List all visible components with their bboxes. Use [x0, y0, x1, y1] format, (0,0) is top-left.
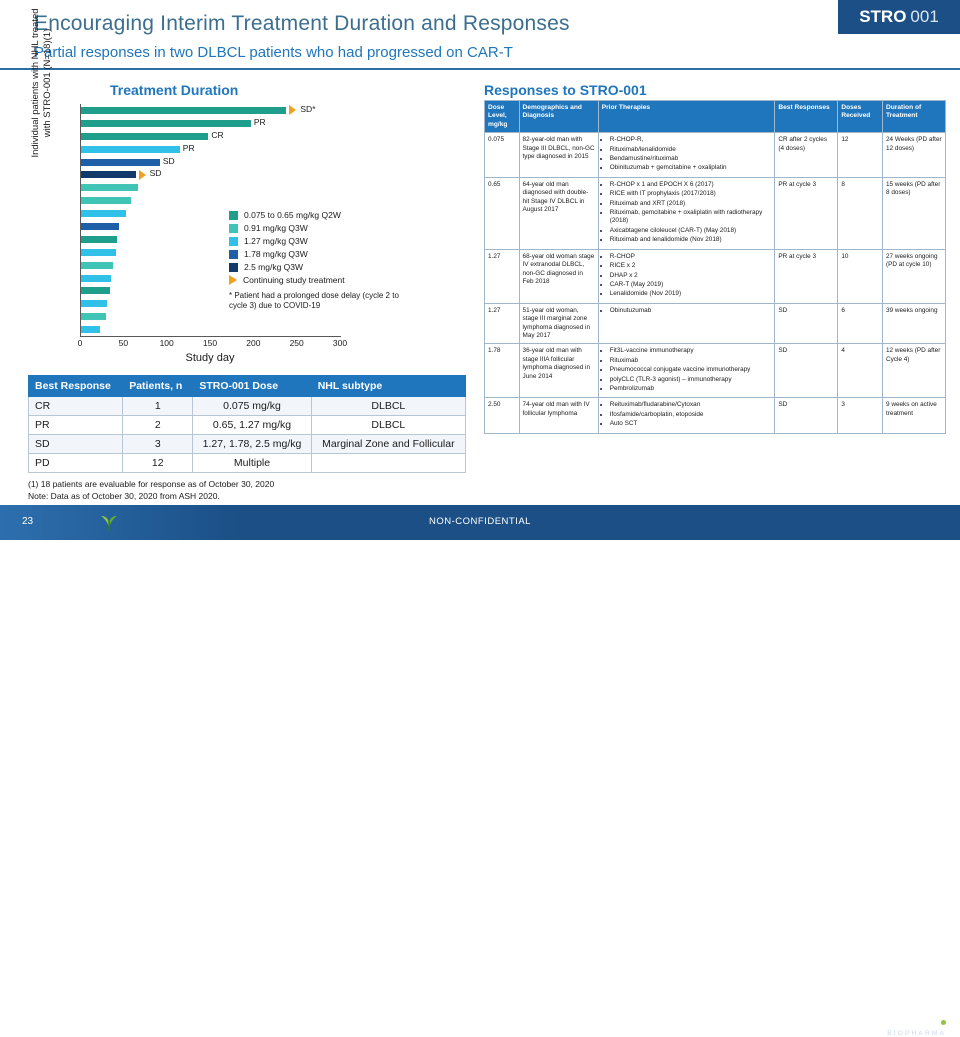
list-item: • Fit3L-vaccine immunotherapy — [610, 347, 772, 355]
table-cell: PR at cycle 3 — [775, 177, 838, 249]
table-row — [485, 398, 946, 433]
table-row — [485, 249, 946, 303]
table-cell-prior-therapies — [598, 303, 775, 344]
product-badge-bold: STRO — [859, 7, 907, 26]
footnote-1: (1) 18 patients are evaluable for response as of October 30, 2020 — [28, 479, 275, 489]
table-column-header: Dose Level, mg/kg — [485, 101, 520, 133]
table-cell: 2.50 — [485, 398, 520, 433]
chart-bar-label: SD — [149, 168, 162, 179]
table-cell: 4 — [838, 344, 883, 398]
chart-x-tick-label: 200 — [246, 338, 261, 348]
chart-bar — [81, 249, 116, 256]
table-cell: 82-year-old man with Stage III DLBCL, non-GC type diagnosed in 2015 — [519, 133, 598, 178]
chart-bar — [81, 133, 208, 140]
table-cell-prior-therapies — [598, 398, 775, 433]
chart-x-tick-label: 150 — [202, 338, 218, 348]
chart-bar — [81, 210, 126, 217]
chart-x-tick-label: 100 — [159, 338, 174, 348]
table-column-header: Demographics and Diagnosis — [519, 101, 598, 133]
chart-bar-label: PR — [182, 142, 195, 153]
table-cell: SD — [775, 303, 838, 344]
table-cell: PR — [29, 416, 123, 435]
table-cell: 0.075 mg/kg — [193, 397, 311, 416]
slide-footer — [0, 505, 960, 1037]
list-item: • CAR-T (May 2019) — [610, 281, 772, 289]
table-cell: 36-year old man with stage IIIA follicular lymphoma diagnosed in June 2014 — [519, 344, 598, 398]
table-cell: 12 — [123, 454, 193, 473]
chart-bar — [81, 197, 131, 204]
list-item: • Obinutuzumab — [610, 307, 772, 315]
legend-item — [229, 210, 419, 220]
table-cell: Multiple — [193, 454, 311, 473]
table-row — [485, 177, 946, 249]
table-cell: Marginal Zone and Follicular — [311, 435, 465, 454]
continuing-treatment-arrow-icon — [289, 105, 296, 115]
legend-swatch — [229, 250, 238, 259]
table-cell: 68-year old woman stage IV extranodal DLBCL, non-GC diagnosed in Feb 2018 — [519, 249, 598, 303]
table-row — [29, 435, 466, 454]
list-item: • Rituximab/lenalidomide — [610, 146, 772, 154]
table-column-header: NHL subtype — [311, 376, 465, 397]
continuing-treatment-arrow-icon — [139, 170, 146, 180]
legend-swatch — [229, 224, 238, 233]
table-cell: 0.65 — [485, 177, 520, 249]
table-cell: PR at cycle 3 — [775, 249, 838, 303]
table-cell: 10 — [838, 249, 883, 303]
table-cell: 3 — [123, 435, 193, 454]
page-title: Encouraging Interim Treatment Duration and Responses — [34, 12, 570, 35]
table-cell: 12 — [838, 133, 883, 178]
chart-note: * Patient had a prolonged dose delay (cycle 2 to cycle 3) due to COVID-19 — [229, 291, 399, 310]
legend-item-label: Continuing study treatment — [243, 275, 345, 285]
table-cell: 27 weeks ongoing (PD at cycle 10) — [883, 249, 946, 303]
responses-table — [484, 100, 946, 434]
table-cell: 39 weeks ongoing — [883, 303, 946, 344]
company-logo-subtext: BIOPHARMA — [887, 1030, 946, 1037]
responses-title: Responses to STRO-001 — [484, 82, 647, 98]
list-item: • Lenalidomide (Nov 2019) — [610, 290, 772, 298]
table-cell: 9 weeks on active treatment — [883, 398, 946, 433]
chart-bar-label: PR — [253, 116, 266, 127]
table-cell: SD — [775, 398, 838, 433]
table-header-row — [485, 101, 946, 133]
leaf-icon — [96, 507, 122, 533]
table-cell-prior-therapies — [598, 133, 775, 178]
table-cell: 8 — [838, 177, 883, 249]
table-cell: 74-year old man with IV follicular lymphoma — [519, 398, 598, 433]
chart-bar — [81, 262, 113, 269]
table-column-header: Duration of Treatment — [883, 101, 946, 133]
legend-swatch — [229, 237, 238, 246]
confidentiality-label: NON-CONFIDENTIAL — [429, 516, 531, 527]
chart-bar — [81, 159, 160, 166]
product-badge-light: 001 — [910, 7, 939, 26]
chart-title: Treatment Duration — [110, 82, 239, 98]
list-item: • Pembrolizumab — [610, 385, 772, 393]
list-item: • Rituximab and XRT (2018) — [610, 200, 772, 208]
continuing-treatment-arrow-icon — [229, 275, 237, 285]
table-row — [29, 454, 466, 473]
chart-x-tick-label: 0 — [77, 338, 83, 348]
table-cell: 1.27 — [485, 249, 520, 303]
chart-bar — [81, 184, 138, 191]
response-summary-table — [28, 375, 466, 473]
legend-item-label: 2.5 mg/kg Q3W — [244, 262, 304, 272]
list-item: • Rituximab — [610, 357, 772, 365]
table-cell: CR — [29, 397, 123, 416]
legend-item-label: 1.27 mg/kg Q3W — [244, 236, 308, 246]
legend-item-continuing — [229, 275, 419, 285]
chart-bar-label: SD — [162, 155, 175, 166]
table-header-row — [29, 376, 466, 397]
chart-bar-label: SD* — [300, 103, 316, 114]
chart-x-axis-label: Study day — [185, 352, 235, 364]
legend-item — [229, 262, 419, 272]
table-row — [29, 416, 466, 435]
chart-bar — [81, 326, 100, 333]
table-row — [29, 397, 466, 416]
page-number: 23 — [22, 516, 34, 527]
table-row — [485, 303, 946, 344]
legend-item-label: 1.78 mg/kg Q3W — [244, 249, 308, 259]
table-column-header: Best Responses — [775, 101, 838, 133]
list-item: • Obinituzumab + gemcitabine + oxaliplatin — [610, 164, 772, 172]
chart-bar — [81, 236, 117, 243]
list-item: • Bendamustine/rituximab — [610, 155, 772, 163]
chart-bar — [81, 223, 119, 230]
table-column-header: Patients, n — [123, 376, 193, 397]
table-cell: 0.65, 1.27 mg/kg — [193, 416, 311, 435]
legend-item-label: 0.075 to 0.65 mg/kg Q2W — [244, 210, 341, 220]
footnote-2: Note: Data as of October 30, 2020 from ASH 2020. — [28, 491, 220, 501]
chart-bar — [81, 107, 286, 114]
table-cell: 51-year old woman, stage III marginal zone lymphoma diagnosed in May 2017 — [519, 303, 598, 344]
table-cell: 3 — [838, 398, 883, 433]
company-name: SUTR — [895, 1013, 940, 1030]
table-column-header: Best Response — [29, 376, 123, 397]
list-item: • polyCLC (TLR-3 agonist) – immunotherapy — [610, 376, 772, 384]
page-subtitle: Partial responses in two DLBCL patients who had progressed on CAR-T — [34, 44, 513, 61]
table-cell — [311, 454, 465, 473]
table-cell-prior-therapies — [598, 249, 775, 303]
legend-swatch — [229, 211, 238, 220]
table-cell: 1.27 — [485, 303, 520, 344]
chart-bar — [81, 287, 110, 294]
chart-bar — [81, 300, 107, 307]
chart-x-tick-label: 250 — [289, 338, 304, 348]
chart-bar — [81, 146, 180, 153]
list-item: • Axicabtagene ciloleucel (CAR-T) (May 2018) — [610, 227, 772, 235]
company-logo — [887, 1013, 946, 1037]
table-cell: SD — [775, 344, 838, 398]
chart-x-tick-label: 300 — [332, 338, 348, 348]
chart-x-tick-label: 50 — [118, 338, 129, 348]
logo-dot-icon — [941, 1020, 946, 1025]
chart-bar-label: CR — [211, 129, 224, 140]
table-cell: 0.075 — [485, 133, 520, 178]
table-cell: SD — [29, 435, 123, 454]
list-item: • Auto SCT — [610, 420, 772, 428]
table-cell: PD — [29, 454, 123, 473]
list-item: • DHAP x 2 — [610, 272, 772, 280]
table-cell: 2 — [123, 416, 193, 435]
table-column-header: Prior Therapies — [598, 101, 775, 133]
list-item: • Pneumococcal conjugate vaccine immunotherapy — [610, 366, 772, 374]
slide-header — [0, 0, 960, 68]
company-logo-text — [887, 1013, 946, 1030]
list-item: • R-CHOP — [610, 253, 772, 261]
table-row — [485, 133, 946, 178]
list-item: • RICE with IT prophylaxis (2017/2018) — [610, 190, 772, 198]
table-cell-prior-therapies — [598, 344, 775, 398]
list-item: • R-CHOP x 1 and EPOCH X 6 (2017) — [610, 181, 772, 189]
table-cell: 1 — [123, 397, 193, 416]
table-cell: 1.78 — [485, 344, 520, 398]
legend-item — [229, 249, 419, 259]
table-cell: 6 — [838, 303, 883, 344]
table-cell-prior-therapies — [598, 177, 775, 249]
footnotes — [28, 478, 274, 502]
list-item: • Reituximab/fludarabine/Cytoxan — [610, 401, 772, 409]
legend-item — [229, 223, 419, 233]
chart-bar — [81, 120, 251, 127]
table-column-header: STRO-001 Dose — [193, 376, 311, 397]
table-row — [485, 344, 946, 398]
table-cell: DLBCL — [311, 416, 465, 435]
table-cell: 64-year old man diagnosed with double-hit Stage IV DLBCL in August 2017 — [519, 177, 598, 249]
table-cell: DLBCL — [311, 397, 465, 416]
chart-y-axis-label: Individual patients with NHL treated with STRO-001 (N=18)(1) — [30, 8, 53, 158]
chart-bar — [81, 171, 136, 178]
table-cell: 15 weeks (PD after 8 doses) — [883, 177, 946, 249]
chart-bar — [81, 313, 106, 320]
table-column-header: Doses Received — [838, 101, 883, 133]
table-cell: 24 Weeks (PD after 12 doses) — [883, 133, 946, 178]
list-item: • Rituximab and lenalidomide (Nov 2018) — [610, 236, 772, 244]
chart-legend — [229, 210, 419, 311]
table-cell: 12 weeks (PD after Cycle 4) — [883, 344, 946, 398]
table-cell: CR after 2 cycles (4 doses) — [775, 133, 838, 178]
legend-item-label: 0.91 mg/kg Q3W — [244, 223, 308, 233]
list-item: • R-CHOP-R, — [610, 136, 772, 144]
list-item: • RICE x 2 — [610, 262, 772, 270]
list-item: • Rituximab, gemcitabine + oxaliplatin with radiotherapy (2018) — [610, 209, 772, 226]
product-badge — [838, 0, 960, 34]
header-divider — [0, 68, 960, 70]
table-cell: 1.27, 1.78, 2.5 mg/kg — [193, 435, 311, 454]
list-item: • Ifosfamide/carboplatin, etoposide — [610, 411, 772, 419]
chart-x-axis — [77, 336, 348, 352]
legend-swatch — [229, 263, 238, 272]
legend-item — [229, 236, 419, 246]
chart-bar — [81, 275, 111, 282]
